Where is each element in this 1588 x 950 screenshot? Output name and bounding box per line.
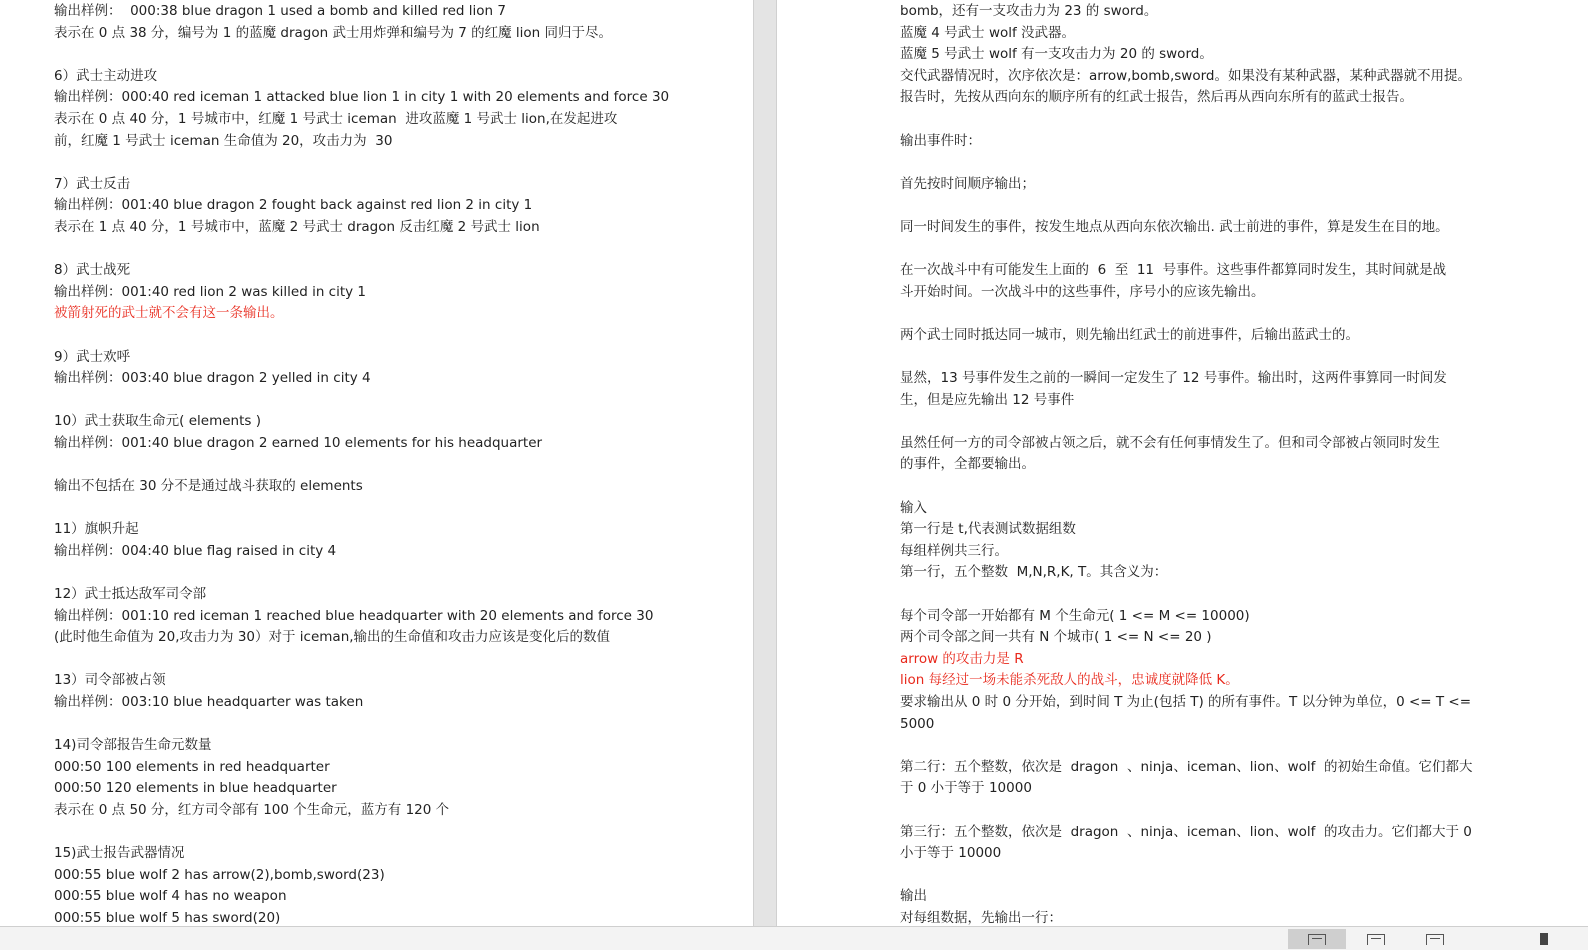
text-line: 小于等于 10000 — [900, 845, 1002, 862]
text-line: 蓝魔 4 号武士 wolf 没武器。 — [900, 24, 1076, 41]
blank-line — [900, 195, 1485, 217]
blank-line — [900, 865, 1485, 887]
blank-line — [54, 390, 714, 412]
blank-line — [54, 239, 714, 261]
read-mode-button[interactable] — [1288, 929, 1346, 949]
text-line: 生，但是应先输出 12 号事件 — [900, 391, 1075, 408]
text-line: 输出事件时： — [900, 132, 981, 149]
blank-line — [54, 152, 714, 174]
blank-line — [54, 714, 714, 736]
text-line: 同一时间发生的事件，按发生地点从西向东依次输出. 武士前进的事件，算是发生在目的地。 — [900, 218, 1449, 235]
blank-line — [900, 109, 1485, 131]
text-line: 显然，13 号事件发生之前的一瞬间一定发生了 12 号事件。输出时，这两件事算同一时间发 — [900, 370, 1447, 387]
blank-line — [900, 584, 1485, 606]
text-line: (此时他生命值为 20,攻击力为 30）对于 iceman,输出的生命值和攻击力应该是变化后的数值 — [54, 629, 611, 646]
text-line: 输出样例：003:10 blue headquarter was taken — [54, 694, 364, 710]
blank-line — [900, 800, 1485, 822]
text-line: 表示在 0 点 50 分，红方司令部有 100 个生命元，蓝方有 120 个 — [54, 801, 450, 818]
text-line: 的事件，全都要输出。 — [900, 456, 1035, 473]
text-line: 输入 — [900, 499, 927, 516]
text-line: 输出不包括在 30 分不是通过战斗获取的 elements — [54, 478, 363, 495]
text-line: 输出样例：001:10 red iceman 1 reached blue headquarter with 20 elements and force 30 — [54, 607, 654, 624]
text-line: 在一次战斗中有可能发生上面的 6 至 11 号事件。这些事件都算同时发生，其时间就是战 — [900, 262, 1447, 279]
text-line: 13）司令部被占领 — [54, 672, 166, 689]
text-line: 表示在 0 点 40 分，1 号城市中，红魔 1 号武士 iceman 进攻蓝魔 1 号武士 lion,在发起进攻 — [54, 110, 618, 127]
text-line: 输出样例： 000:38 blue dragon 1 used a bomb and killed red lion 7 — [54, 3, 506, 19]
text-line: 报告时，先按从西向东的顺序所有的红武士报告，然后再从西向东所有的蓝武士报告。 — [900, 89, 1413, 106]
text-line: 第一行，五个整数 M,N,R,K, T。其含义为： — [900, 564, 1168, 581]
blank-line — [54, 498, 714, 520]
text-line: 8）武士战死 — [54, 262, 131, 279]
text-line: 表示在 1 点 40 分，1 号城市中，蓝魔 2 号武士 dragon 反击红魔 2 号武士 lion — [54, 218, 540, 235]
text-line: 虽然任何一方的司令部被占领之后，就不会有任何事情发生了。但和司令部被占领同时发生 — [900, 434, 1440, 451]
text-line: 000:50 100 elements in red headquarter — [54, 758, 330, 775]
page-gutter — [753, 0, 777, 926]
text-line: 输出样例：001:40 red lion 2 was killed in city 1 — [54, 283, 367, 300]
text-line: 对每组数据，先输出一行： — [900, 909, 1062, 926]
text-line: 第三行：五个整数，依次是 dragon 、ninja、iceman、lion、wolf 的攻击力。它们都大于 0 — [900, 823, 1472, 840]
blank-line — [54, 822, 714, 844]
blank-line — [900, 347, 1485, 369]
blank-line — [900, 239, 1485, 261]
text-line: 12）武士抵达敌军司令部 — [54, 586, 207, 603]
text-line: 5000 — [900, 715, 935, 732]
blank-line — [54, 325, 714, 347]
text-line: 15)武士报告武器情况 — [54, 845, 185, 862]
text-line: 000:55 blue wolf 2 has arrow(2),bomb,sword(23) — [54, 866, 385, 883]
text-line: 两个司令部之间一共有 N 个城市( 1 <= N <= 20 ) — [900, 629, 1212, 646]
text-line: bomb，还有一支攻击力为 23 的 sword。 — [900, 3, 1158, 19]
text-line: 首先按时间顺序输出； — [900, 175, 1035, 192]
text-line: 每个司令部一开始都有 M 个生命元( 1 <= M <= 10000) — [900, 607, 1250, 624]
text-line: 10）武士获取生命元( elements ) — [54, 413, 261, 430]
blank-line — [900, 411, 1485, 433]
blank-line — [54, 562, 714, 584]
text-line: 蓝魔 5 号武士 wolf 有一支攻击力为 20 的 sword。 — [900, 46, 1213, 63]
text-line: 000:50 120 elements in blue headquarter — [54, 780, 337, 797]
text-line: 000:55 blue wolf 4 has no weapon — [54, 888, 287, 905]
text-line: 输出样例：003:40 blue dragon 2 yelled in city 4 — [54, 370, 371, 387]
text-line: 11）旗帜升起 — [54, 521, 139, 538]
text-line: 两个武士同时抵达同一城市，则先输出红武士的前进事件，后输出蓝武士的。 — [900, 326, 1359, 343]
web-layout-icon — [1426, 934, 1444, 945]
text-line: 被箭射死的武士就不会有这一条输出。 — [54, 305, 284, 322]
text-line: 于 0 小于等于 10000 — [900, 780, 1032, 797]
print-layout-button[interactable] — [1347, 929, 1405, 949]
text-line: 前，红魔 1 号武士 iceman 生命值为 20，攻击力为 30 — [54, 132, 393, 149]
text-line: 第一行是 t,代表测试数据组数 — [900, 521, 1076, 538]
text-line: 输出样例：001:40 blue dragon 2 earned 10 elements for his headquarter — [54, 434, 543, 451]
text-line: 14)司令部报告生命元数量 — [54, 737, 212, 754]
blank-line — [900, 735, 1485, 757]
text-line: 斗开始时间。一次战斗中的这些事件，序号小的应该先输出。 — [900, 283, 1265, 300]
blank-line — [900, 303, 1485, 325]
zoom-slider-handle[interactable] — [1540, 933, 1548, 945]
text-line: 表示在 0 点 38 分，编号为 1 的蓝魔 dragon 武士用炸弹和编号为 7 的红魔 lion 同归于尽。 — [54, 24, 613, 41]
text-line: 输出样例：001:40 blue dragon 2 fought back against red lion 2 in city 1 — [54, 197, 533, 214]
web-layout-button[interactable] — [1406, 929, 1464, 949]
blank-line — [900, 152, 1485, 174]
read-mode-icon — [1308, 934, 1326, 945]
text-line: 输出 — [900, 888, 927, 905]
text-line: 每组样例共三行。 — [900, 542, 1008, 559]
text-line: 输出样例：000:40 red iceman 1 attacked blue lion 1 in city 1 with 20 elements and force 30 — [54, 89, 670, 106]
text-line: 第二行：五个整数，依次是 dragon 、ninja、iceman、lion、wolf 的初始生命值。它们都大 — [900, 758, 1473, 775]
text-line: 7）武士反击 — [54, 175, 131, 192]
text-line: 交代武器情况时，次序依次是：arrow,bomb,sword。如果没有某种武器，某种武器就不用提。 — [900, 67, 1471, 84]
text-line: 6）武士主动进攻 — [54, 67, 158, 84]
status-bar — [0, 926, 1588, 950]
text-line: arrow 的攻击力是 R — [900, 650, 1024, 667]
blank-line — [900, 476, 1485, 498]
print-layout-icon — [1367, 934, 1385, 945]
text-line: 9）武士欢呼 — [54, 348, 131, 365]
text-line: 输出样例：004:40 blue flag raised in city 4 — [54, 542, 337, 559]
text-line: 要求输出从 0 时 0 分开始，到时间 T 为止(包括 T) 的所有事件。T 以分钟为单位，0 <= T <= — [900, 694, 1472, 710]
page-content-left — [54, 1, 714, 926]
text-line: 000:55 blue wolf 5 has sword(20) — [54, 909, 281, 926]
blank-line — [54, 649, 714, 671]
blank-line — [54, 44, 714, 66]
page-content-right — [900, 1, 1485, 926]
document-page-left — [0, 0, 753, 926]
text-line: lion 每经过一场未能杀死敌人的战斗，忠诚度就降低 K。 — [900, 672, 1239, 689]
blank-line — [54, 454, 714, 476]
document-page-right — [777, 0, 1588, 926]
